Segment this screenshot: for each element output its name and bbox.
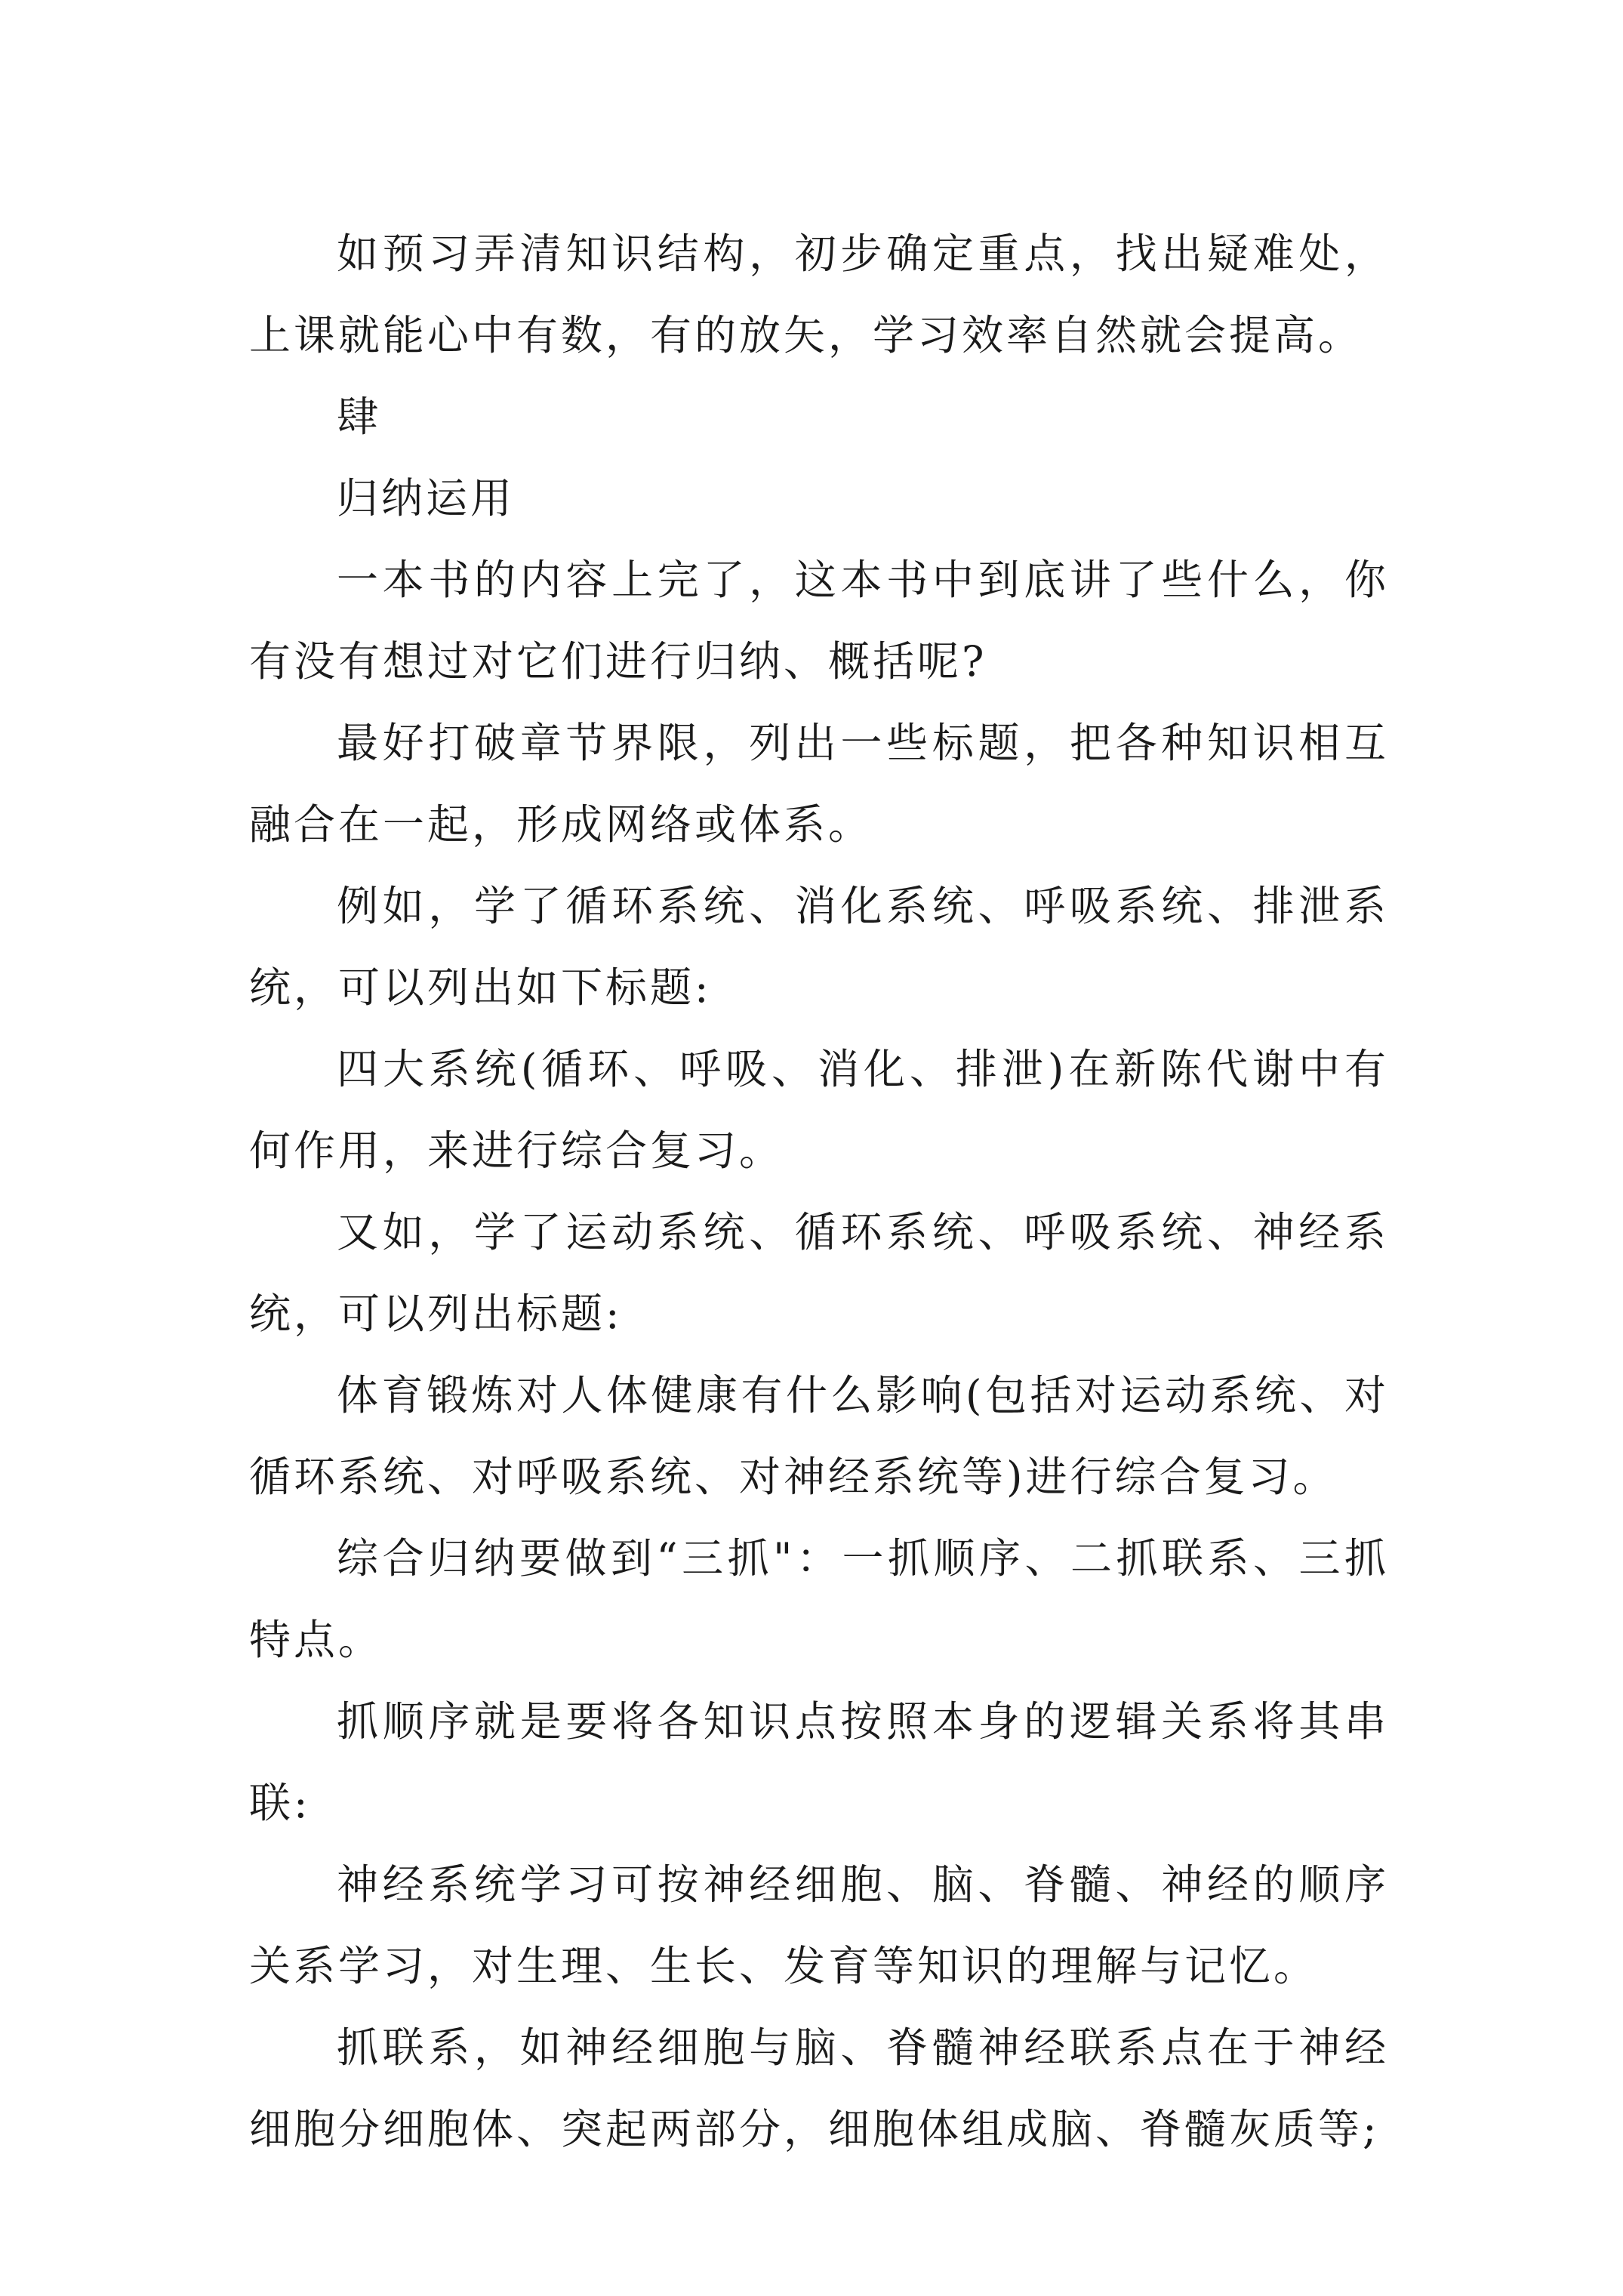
paragraph-break-chapters: 最好打破章节界限，列出一些标题，把各种知识相互融合在一起，形成网络或体系。	[249, 719, 1389, 849]
paragraph-book-summary: 一本书的内容上完了，这本书中到底讲了些什么，你有没有想过对它们进行归纳、概括呢?	[249, 556, 1389, 686]
paragraph-grasp-order: 抓顺序就是要将各知识点按照本身的逻辑关系将其串联:	[249, 1697, 1389, 1827]
paragraph-three-grasps: 综合归纳要做到“三抓"：一抓顺序、二抓联系、三抓特点。	[249, 1534, 1389, 1664]
paragraph-four-systems: 四大系统(循环、呼吸、消化、排泄)在新陈代谢中有何作用，来进行综合复习。	[249, 1045, 1389, 1175]
paragraph-preview-benefit: 如预习弄清知识结构，初步确定重点，找出疑难处，上课就能心中有数，有的放矢，学习效率自然就会提高。	[249, 230, 1389, 359]
section-number: 肆	[337, 393, 382, 441]
document-body	[249, 213, 1389, 2170]
paragraph-nervous-system-order: 神经系统学习可按神经细胞、脑、脊髓、神经的顺序关系学习，对生理、生长、发育等知识的理解与记忆。	[249, 1860, 1389, 1990]
section-heading: 归纳运用	[337, 474, 516, 522]
paragraph-example-one: 例如，学了循环系统、消化系统、呼吸系统、排泄系统，可以列出如下标题:	[249, 882, 1389, 1012]
paragraph-exercise-health: 体育锻炼对人体健康有什么影响(包括对运动系统、对循环系统、对呼吸系统、对神经系统等)进行综合复习。	[249, 1371, 1389, 1501]
paragraph-example-two: 又如，学了运动系统、循环系统、呼吸系统、神经系统，可以列出标题:	[249, 1208, 1389, 1338]
paragraph-grasp-connection: 抓联系，如神经细胞与脑、脊髓神经联系点在于神经细胞分细胞体、突起两部分，细胞体组成脑、脊髓灰质等;	[249, 2023, 1389, 2153]
